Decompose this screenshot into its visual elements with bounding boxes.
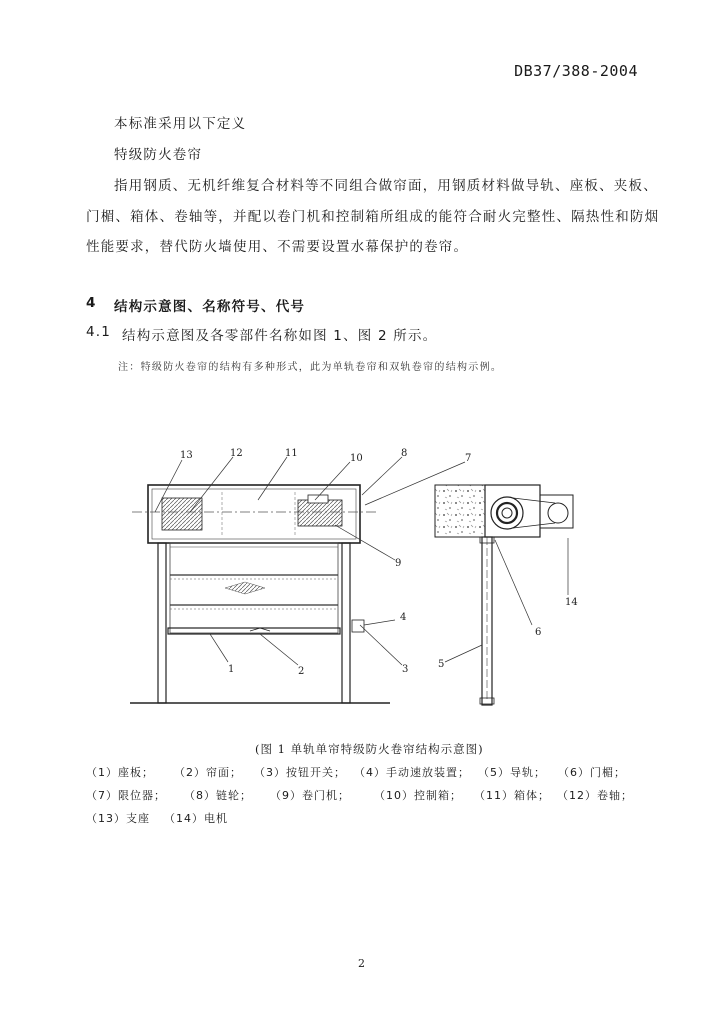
callout-5: 5: [438, 659, 445, 670]
single-rail-front-view: [130, 485, 390, 703]
page-number: 2: [358, 957, 365, 970]
legend-item: （9）卷门机；: [270, 789, 350, 802]
callout-9: 9: [395, 558, 402, 569]
right-rail: [342, 543, 350, 703]
callout-11: 11: [285, 448, 298, 459]
document-code: DB37/388-2004: [514, 62, 638, 80]
callout-4: 4: [400, 612, 407, 623]
callout-1: 1: [228, 664, 235, 675]
legend-item: （14）电机: [164, 812, 228, 825]
callout-3: 3: [402, 664, 409, 675]
callout-8: 8: [401, 448, 408, 459]
concrete-wall: [435, 485, 485, 537]
callout-13: 13: [180, 450, 193, 461]
term-heading: 特级防火卷帘: [114, 147, 203, 163]
legend-item: （4）手动速放装置；: [354, 766, 470, 779]
manual-release: [352, 620, 364, 632]
roller-shaft: [162, 498, 202, 530]
door-motor: [298, 500, 342, 526]
definition-line-1: 指用钢质、无机纤维复合材料等不同组合做帘面，用钢质材料做导轨、座板、夹板、: [114, 178, 658, 194]
legend-item: （13）支座: [86, 812, 150, 825]
legend-item: （5）导轨；: [478, 766, 546, 779]
intro-line: 本标准采用以下定义: [114, 116, 247, 132]
legend-item: （7）限位器；: [86, 789, 166, 802]
limiter: [308, 495, 328, 503]
definition-line-3: 性能要求，替代防火墙使用、不需要设置水幕保护的卷帘。: [86, 239, 469, 255]
callout-12: 12: [230, 448, 243, 459]
legend-item: （12）卷轴；: [557, 789, 633, 802]
side-housing: [485, 485, 540, 537]
definition-line-2: 门楣、箱体、卷轴等，并配以卷门机和控制箱所组成的能符合耐火完整性、隔热性和防烟: [86, 209, 660, 225]
legend-item: （10）控制箱；: [374, 789, 462, 802]
section-title: 结构示意图、名称符号、代号: [114, 299, 306, 315]
legend-item: （3）按钮开关；: [254, 766, 346, 779]
figure-caption: (图 1 单轨单帘特级防火卷帘结构示意图): [255, 742, 484, 756]
callout-10: 10: [350, 453, 363, 464]
legend-item: （2）帘面；: [174, 766, 242, 779]
structure-diagram: [130, 440, 600, 730]
subsection-number: 4.1: [86, 324, 112, 340]
callout-7: 7: [465, 453, 472, 464]
motor-wheel: [548, 503, 568, 523]
side-section-view: [435, 485, 573, 705]
legend-item: （11）箱体；: [474, 789, 550, 802]
callout-6: 6: [535, 627, 542, 638]
callout-14: 14: [565, 597, 578, 608]
legend-item: （1）座板；: [86, 766, 154, 779]
callout-2: 2: [298, 666, 305, 677]
section-number: 4: [86, 295, 97, 311]
left-rail: [158, 543, 166, 703]
legend-item: （8）链轮；: [184, 789, 252, 802]
subsection-text: 结构示意图及各零部件名称如图 1、图 2 所示。: [122, 328, 438, 344]
legend-item: （6）门楣；: [558, 766, 626, 779]
figure-note: 注：特级防火卷帘的结构有多种形式，此为单轨卷帘和双轨卷帘的结构示例。: [118, 362, 503, 373]
